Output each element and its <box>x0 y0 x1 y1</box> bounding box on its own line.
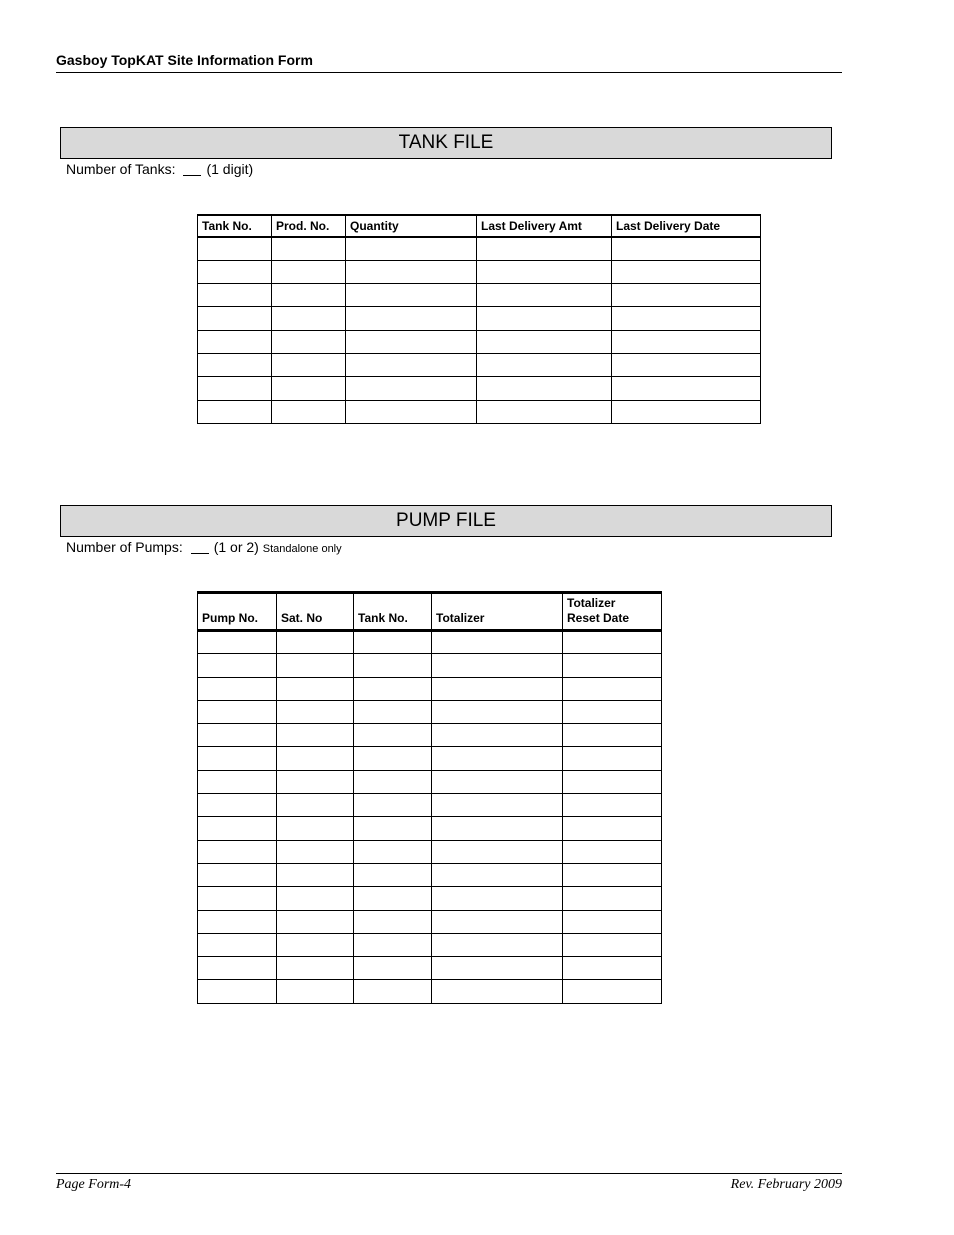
pump-table-cell[interactable] <box>198 700 277 723</box>
tank-table-row <box>198 400 761 423</box>
pump-table-cell[interactable] <box>277 910 354 933</box>
pump-table-row <box>198 957 662 980</box>
tank-table-row <box>198 353 761 376</box>
pump-table-row <box>198 700 662 723</box>
pump-table-cell[interactable] <box>198 910 277 933</box>
pump-table-cell[interactable] <box>563 910 662 933</box>
pump-table-cell[interactable] <box>432 863 563 886</box>
pump-table-row <box>198 840 662 863</box>
pump-count-blank[interactable] <box>191 540 209 554</box>
pump-table-cell[interactable] <box>354 654 432 677</box>
pump-table-cell[interactable] <box>198 724 277 747</box>
pump-table-cell[interactable] <box>432 840 563 863</box>
pump-table-cell[interactable] <box>198 631 277 654</box>
pump-table-cell[interactable] <box>198 957 277 980</box>
pump-table-cell[interactable] <box>277 817 354 840</box>
tank-col-header: Last Delivery Amt <box>477 215 612 237</box>
pump-table-cell[interactable] <box>277 747 354 770</box>
pump-table-cell[interactable] <box>277 724 354 747</box>
tank-table-row <box>198 330 761 353</box>
pump-table-cell[interactable] <box>354 933 432 956</box>
pump-col-header: Sat. No <box>277 593 354 631</box>
tank-table-cell[interactable] <box>346 260 477 283</box>
pump-col-header: Totalizer <box>432 593 563 631</box>
pump-table-cell[interactable] <box>563 724 662 747</box>
pump-table-cell[interactable] <box>277 840 354 863</box>
pump-table-cell[interactable] <box>277 980 354 1003</box>
pump-table-cell[interactable] <box>563 654 662 677</box>
pump-table-cell[interactable] <box>563 980 662 1003</box>
tank-table-cell[interactable] <box>198 237 272 260</box>
pump-table-cell[interactable] <box>432 700 563 723</box>
tank-table-row <box>198 307 761 330</box>
tank-count-blank[interactable] <box>183 162 201 176</box>
pump-table-cell[interactable] <box>432 724 563 747</box>
tank-table-cell[interactable] <box>272 260 346 283</box>
tank-table-cell[interactable] <box>346 237 477 260</box>
tank-table-cell[interactable] <box>612 284 761 307</box>
pump-table-cell[interactable] <box>354 770 432 793</box>
pump-table-cell[interactable] <box>432 980 563 1003</box>
pump-table-cell[interactable] <box>277 863 354 886</box>
pump-table-cell[interactable] <box>277 770 354 793</box>
tank-table-cell[interactable] <box>272 400 346 423</box>
tank-col-header: Tank No. <box>198 215 272 237</box>
tank-table-cell[interactable] <box>272 330 346 353</box>
pump-table <box>197 591 662 1004</box>
pump-table-cell[interactable] <box>432 747 563 770</box>
tank-count-hint: (1 digit) <box>206 161 254 177</box>
pump-table-cell[interactable] <box>563 631 662 654</box>
pump-table-cell[interactable] <box>432 887 563 910</box>
pump-table-row <box>198 747 662 770</box>
pump-col-header: Totalizer Reset Date <box>563 593 662 631</box>
pump-table-cell[interactable] <box>277 700 354 723</box>
pump-table-cell[interactable] <box>198 654 277 677</box>
pump-table-cell[interactable] <box>354 840 432 863</box>
tank-table <box>197 214 761 424</box>
pump-table-cell[interactable] <box>563 794 662 817</box>
pump-table-cell[interactable] <box>198 840 277 863</box>
pump-table-cell[interactable] <box>354 887 432 910</box>
tank-table-cell[interactable] <box>346 353 477 376</box>
pump-table-row <box>198 980 662 1003</box>
pump-table-cell[interactable] <box>198 794 277 817</box>
pump-table-cell[interactable] <box>277 887 354 910</box>
pump-table-cell[interactable] <box>432 910 563 933</box>
tank-table-cell[interactable] <box>612 400 761 423</box>
revision-date: Rev. February 2009 <box>730 1177 842 1192</box>
tank-table-cell[interactable] <box>477 284 612 307</box>
pump-table-cell[interactable] <box>198 887 277 910</box>
tank-table-row <box>198 377 761 400</box>
pump-table-cell[interactable] <box>354 724 432 747</box>
tank-table-cell[interactable] <box>198 260 272 283</box>
pump-file-heading: PUMP FILE <box>60 505 832 537</box>
tank-table-cell[interactable] <box>612 237 761 260</box>
tank-table-cell[interactable] <box>272 377 346 400</box>
pump-table-cell[interactable] <box>198 817 277 840</box>
tank-table-row <box>198 284 761 307</box>
pump-table-cell[interactable] <box>354 980 432 1003</box>
pump-table-row <box>198 863 662 886</box>
pump-table-cell[interactable] <box>354 794 432 817</box>
tank-table-cell[interactable] <box>198 400 272 423</box>
pump-table-cell[interactable] <box>277 631 354 654</box>
pump-table-cell[interactable] <box>354 677 432 700</box>
tank-table-cell[interactable] <box>198 353 272 376</box>
pump-table-cell[interactable] <box>198 747 277 770</box>
tank-col-header: Prod. No. <box>272 215 346 237</box>
tank-table-cell[interactable] <box>477 330 612 353</box>
tank-table-row <box>198 260 761 283</box>
pump-table-cell[interactable] <box>277 654 354 677</box>
tank-table-cell[interactable] <box>198 284 272 307</box>
pump-table-cell[interactable] <box>198 933 277 956</box>
pump-table-cell[interactable] <box>563 677 662 700</box>
tank-table-cell[interactable] <box>346 330 477 353</box>
tank-table-cell[interactable] <box>477 353 612 376</box>
pump-table-cell[interactable] <box>563 840 662 863</box>
tank-table-cell[interactable] <box>477 237 612 260</box>
pump-table-cell[interactable] <box>432 631 563 654</box>
tank-table-cell[interactable] <box>198 307 272 330</box>
tank-table-cell[interactable] <box>346 377 477 400</box>
pump-table-cell[interactable] <box>198 863 277 886</box>
pump-table-cell[interactable] <box>432 770 563 793</box>
pump-table-cell[interactable] <box>354 700 432 723</box>
tank-table-cell[interactable] <box>477 260 612 283</box>
pump-count-note: Standalone only <box>262 543 342 555</box>
pump-table-cell[interactable] <box>432 654 563 677</box>
pump-table-header-row <box>198 593 662 631</box>
tank-table-cell[interactable] <box>612 260 761 283</box>
pump-count-label: Number of Pumps: <box>66 539 183 555</box>
pump-table-cell[interactable] <box>563 957 662 980</box>
pump-count-line <box>66 539 342 555</box>
pump-col-header: Pump No. <box>198 593 277 631</box>
pump-table-row <box>198 910 662 933</box>
tank-table-row <box>198 237 761 260</box>
pump-table-cell[interactable] <box>354 957 432 980</box>
footer-divider <box>56 1173 842 1174</box>
pump-table-row <box>198 887 662 910</box>
pump-count-hint: (1 or 2) <box>213 539 259 555</box>
pump-table-row <box>198 794 662 817</box>
form-title: Gasboy TopKAT Site Information Form <box>56 52 313 68</box>
tank-table-cell[interactable] <box>612 307 761 330</box>
tank-count-label: Number of Tanks: <box>66 161 176 177</box>
tank-table-cell[interactable] <box>346 307 477 330</box>
pump-table-cell[interactable] <box>563 700 662 723</box>
tank-table-cell[interactable] <box>272 307 346 330</box>
pump-table-cell[interactable] <box>432 817 563 840</box>
tank-table-cell[interactable] <box>198 377 272 400</box>
pump-table-cell[interactable] <box>277 957 354 980</box>
pump-table-cell[interactable] <box>563 747 662 770</box>
tank-table-cell[interactable] <box>477 377 612 400</box>
pump-table-cell[interactable] <box>277 794 354 817</box>
tank-table-cell[interactable] <box>272 237 346 260</box>
pump-table-cell[interactable] <box>354 747 432 770</box>
tank-table-cell[interactable] <box>612 353 761 376</box>
tank-table-cell[interactable] <box>612 377 761 400</box>
header-divider <box>56 72 842 73</box>
pump-table-cell[interactable] <box>432 933 563 956</box>
tank-col-header: Quantity <box>346 215 477 237</box>
tank-table-cell[interactable] <box>198 330 272 353</box>
tank-table-cell[interactable] <box>272 284 346 307</box>
pump-table-cell[interactable] <box>198 770 277 793</box>
pump-table-row <box>198 631 662 654</box>
pump-table-cell[interactable] <box>277 933 354 956</box>
tank-count-line <box>66 161 253 177</box>
pump-table-row <box>198 654 662 677</box>
pump-table-row <box>198 770 662 793</box>
pump-table-row <box>198 724 662 747</box>
pump-table-row <box>198 817 662 840</box>
tank-table-cell[interactable] <box>612 330 761 353</box>
tank-table-cell[interactable] <box>346 284 477 307</box>
pump-table-cell[interactable] <box>563 933 662 956</box>
pump-table-cell[interactable] <box>563 770 662 793</box>
pump-table-cell[interactable] <box>432 794 563 817</box>
pump-table-cell[interactable] <box>563 817 662 840</box>
pump-table-cell[interactable] <box>563 887 662 910</box>
tank-table-cell[interactable] <box>272 353 346 376</box>
pump-table-cell[interactable] <box>354 910 432 933</box>
tank-table-cell[interactable] <box>477 400 612 423</box>
page-number: Page Form-4 <box>56 1177 132 1192</box>
pump-table-cell[interactable] <box>277 677 354 700</box>
pump-table-cell[interactable] <box>563 863 662 886</box>
pump-table-cell[interactable] <box>432 957 563 980</box>
pump-table-row <box>198 677 662 700</box>
tank-table-cell[interactable] <box>477 307 612 330</box>
pump-table-cell[interactable] <box>198 677 277 700</box>
pump-table-cell[interactable] <box>354 863 432 886</box>
tank-file-heading: TANK FILE <box>60 127 832 159</box>
pump-table-cell[interactable] <box>354 817 432 840</box>
tank-table-header-row <box>198 215 761 237</box>
pump-table-cell[interactable] <box>432 677 563 700</box>
pump-table-cell[interactable] <box>354 631 432 654</box>
pump-table-cell[interactable] <box>198 980 277 1003</box>
tank-table-cell[interactable] <box>346 400 477 423</box>
tank-col-header: Last Delivery Date <box>612 215 761 237</box>
pump-col-header: Tank No. <box>354 593 432 631</box>
pump-table-row <box>198 933 662 956</box>
